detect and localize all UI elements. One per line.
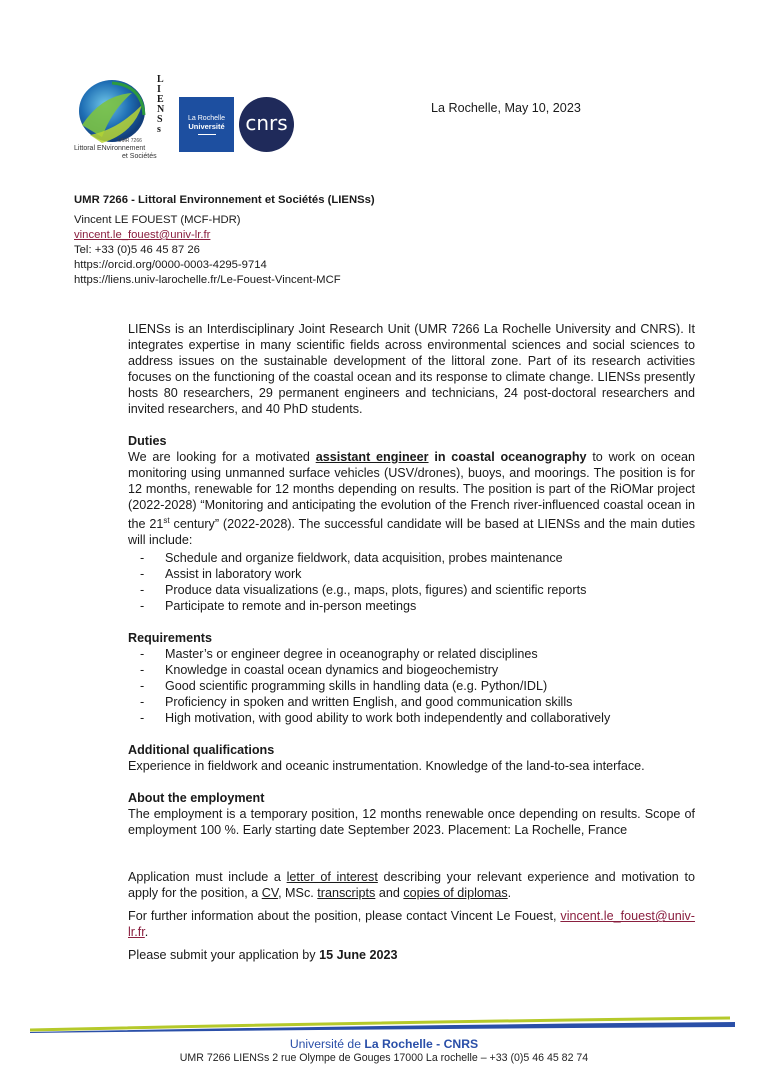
liens-letter: E [157,94,164,105]
additional-heading: Additional qualifications [128,743,275,758]
application-text: Application must include a [128,870,281,885]
additional-paragraph: Experience in fieldwork and oceanic instrumentation. Knowledge of the land-to-sea interface. [128,759,645,774]
requirements-heading: Requirements [128,631,212,646]
footer-institution-bold: La Rochelle - CNRS [364,1037,479,1051]
list-item: - Assist in laboratory work [128,566,695,582]
liens-caption-line: Littoral ENvironnement [74,145,146,152]
application-text: , MSc. [278,886,314,901]
submit-text: Please submit your application by [128,948,316,963]
duties-text: to work on ocean monitoring using unmanned surface vehicles (USV/drones), buoys, and moorings. The position is for 12 months, renewable for 12 months depending on results. The position is part of the RiOMar project (2022-2028) “Monitoring and anticipating the evolution of the French river-influenced coastal ocean in the 21 [128,450,696,532]
duties-field: in coastal oceanography [434,450,587,464]
sender-orcid: https://orcid.org/0000-0003-4295-9714 [74,259,267,271]
sender-email-link[interactable]: vincent.le_fouest@univ-lr.fr [74,229,211,241]
liens-caption [74,145,157,161]
submit-paragraph [128,947,695,963]
application-letter: letter of interest [286,870,378,885]
list-item: - Schedule and organize fieldwork, data acquisition, probes maintenance [128,550,695,566]
lru-underline [198,134,216,135]
sender-website: https://liens.univ-larochelle.fr/Le-Fouest-Vincent-MCF [74,274,341,286]
list-item: - Master’s or engineer degree in oceanography or related disciplines [128,646,695,662]
contact-text: . [144,925,149,940]
liens-letters [157,75,167,135]
sender-block [74,193,714,288]
application-text: and [378,886,400,901]
duties-text: century” (2022-2028). The successful candidate will be based at LIENSs and the main duties will include: [128,517,696,548]
duties-text: We are looking for a motivated [128,450,310,464]
duties-paragraph [128,449,695,548]
footer-institution-text: Université de [289,1037,361,1051]
application-diplomas: copies of diplomas [403,886,508,901]
employment-paragraph: The employment is a temporary position, 12 months renewable once depending on results. Scope of employment 100 %. Early starting date September 2023. Placement: La Rochelle, France [128,807,695,838]
liens-caption-line: et Sociétés [122,153,157,160]
letter-body [128,321,695,963]
requirements-list [128,646,695,726]
contact-paragraph [128,908,695,940]
la-rochelle-universite-logo [179,97,234,152]
footer-address: UMR 7266 LIENSs 2 rue Olympe de Gouges 17000 La rochelle – +33 (0)5 46 45 82 74 [179,1052,589,1064]
sender-unit: UMR 7266 - Littoral Environnement et Sociétés (LIENSs) [74,194,375,206]
cnrs-logo [239,97,294,152]
duties-heading: Duties [128,434,167,448]
application-cv: CV [261,886,279,901]
application-text: describing your relevant experience and motivation to apply for the position, a [128,870,695,901]
list-item: - Participate to remote and in-person meetings [128,598,695,614]
lru-line1: La Rochelle [188,115,225,122]
duties-superscript: st [163,516,170,525]
sender-name: Vincent LE FOUEST (MCF-HDR) [74,214,241,226]
contact-email-link[interactable]: vincent.le_fouest@univ-lr.fr [128,909,696,940]
sender-phone: Tel: +33 (0)5 46 45 87 26 [74,244,200,256]
liens-umr-label: UMR 7266 [118,138,142,144]
liens-letter: s [157,124,161,135]
list-item: - Knowledge in coastal ocean dynamics and biogeochemistry [128,662,695,678]
application-text: . [507,886,512,901]
liens-letter: I [157,84,161,95]
duties-list [128,550,695,614]
liens-letter: N [157,104,165,115]
liens-logo [72,75,168,170]
list-item: - Proficiency in spoken and written English, and good communication skills [128,694,695,710]
letter-date: La Rochelle, May 10, 2023 [431,101,581,115]
submit-deadline: 15 June 2023 [319,948,398,963]
employment-heading: About the employment [128,791,265,806]
application-transcripts: transcripts [317,886,376,901]
intro-paragraph: LIENSs is an Interdisciplinary Joint Research Unit (UMR 7266 La Rochelle University and CNRS). It integrates expertise in many scientific fields across environmental sciences and social sciences to address issues on the sustainable development of the littoral zone. Part of its research activities focuses on the functioning of the coastal ocean and its response to climate change. LIENSs presently hosts 80 researchers, 29 permanent engineers and technicians, 24 post-doctoral researchers and invited researchers, and 40 PhD students. [128,322,695,416]
footer-institution [0,1037,768,1051]
liens-letter: S [157,114,163,125]
list-item: - High motivation, with good ability to work both independently and collaboratively [128,710,695,726]
list-item: - Produce data visualizations (e.g., maps, plots, figures) and scientific reports [128,582,695,598]
liens-letter: L [157,74,164,85]
cnrs-logo-text: cnrs [245,111,288,135]
list-item: - Good scientific programming skills in handling data (e.g. Python/IDL) [128,678,695,694]
footer-swoosh [30,1012,738,1036]
duties-position-title: assistant engineer [315,450,429,464]
contact-text: For further information about the position, please contact Vincent Le Fouest, [128,909,557,924]
application-paragraph [128,869,695,901]
lru-line2: Université [188,122,225,131]
